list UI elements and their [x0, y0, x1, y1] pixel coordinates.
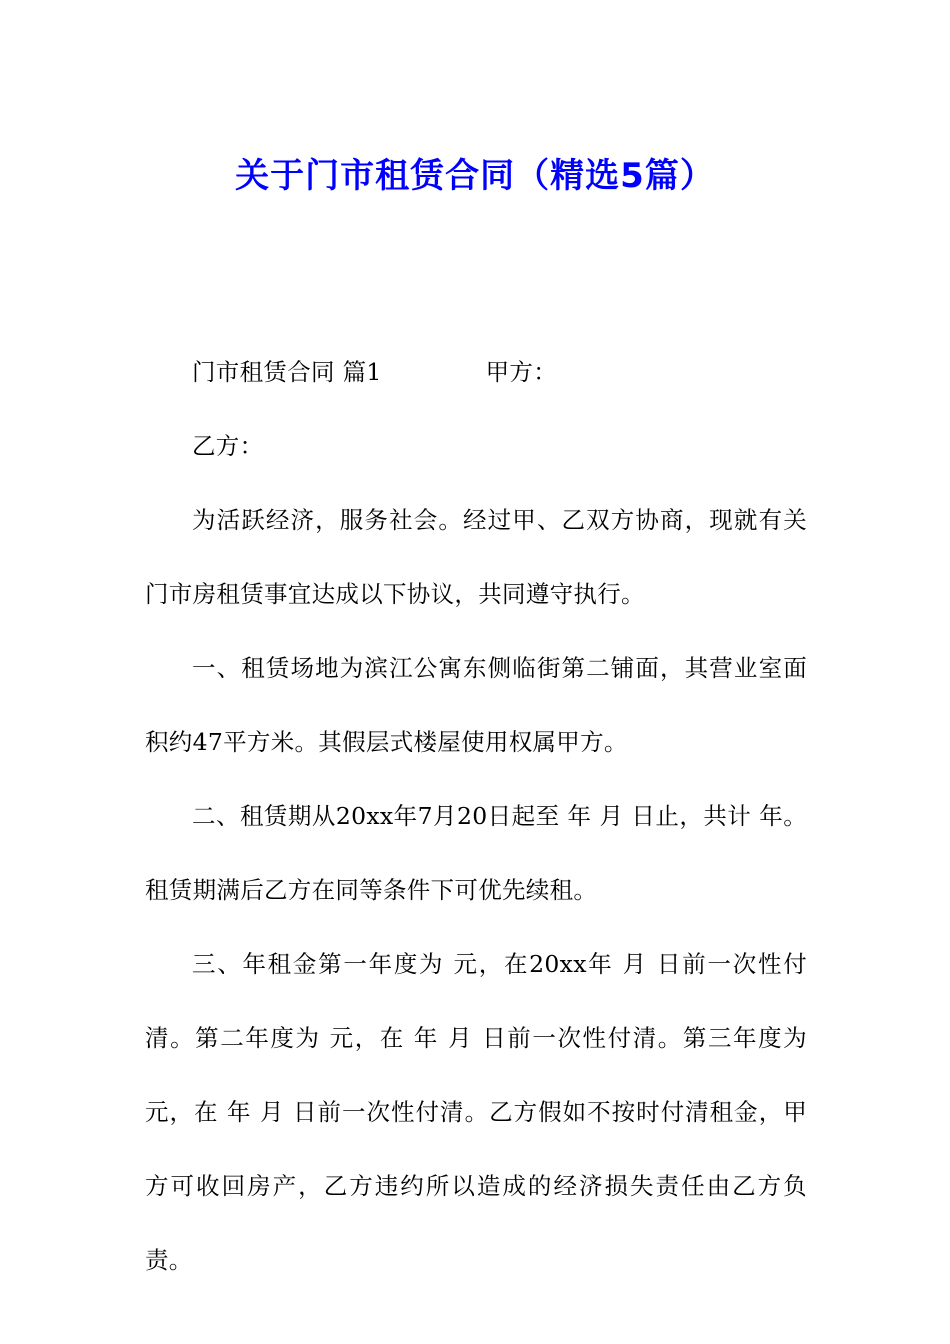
- paragraph-clause-2: 二、租赁期从20xx年7月20日起至 年 月 日止，共计 年。租赁期满后乙方在同等条件下可优先续租。: [145, 802, 807, 904]
- document-body: [145, 335, 807, 1297]
- paragraph-clause-3: 三、年租金第一年度为 元，在20xx年 月 日前一次性付清。第二年度为 元，在 年 月 日前一次性付清。第三年度为 元，在 年 月 日前一次性付清。乙方假如不按时付清租金，甲方可收回房产，乙方违约所以造成的经济损失责任由乙方负责。: [145, 950, 807, 1274]
- paragraph-intro: 为活跃经济，服务社会。经过甲、乙双方协商，现就有关门市房租赁事宜达成以下协议，共同遵守执行。: [145, 506, 807, 608]
- paragraph-clause-1: 一、租赁场地为滨江公寓东侧临街第二铺面，其营业室面积约47平方米。其假层式楼屋使用权属甲方。: [145, 654, 807, 756]
- document-title: 关于门市租赁合同（精选5篇）: [235, 155, 715, 196]
- contract-heading-label: 门市租赁合同 篇1: [192, 358, 382, 386]
- party-b-label: 乙方：: [192, 432, 264, 460]
- party-a-label: 甲方：: [485, 358, 558, 386]
- contract-heading-line: [145, 335, 807, 409]
